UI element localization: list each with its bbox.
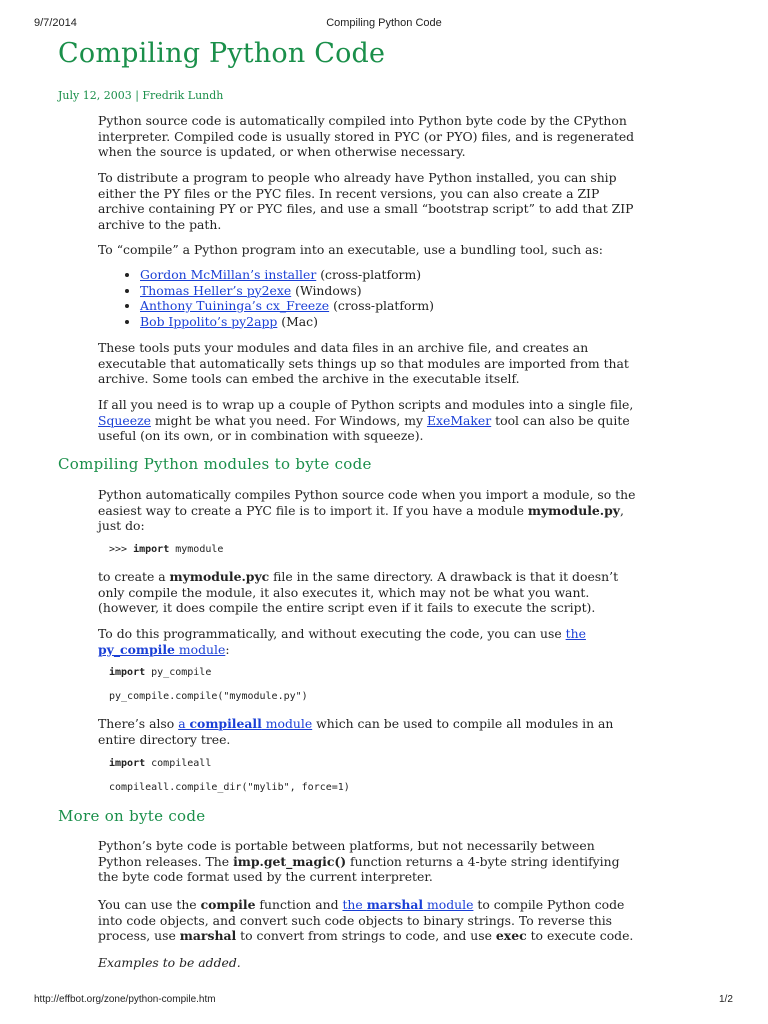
text: module — [423, 897, 474, 912]
section2-paragraph-3 — [98, 955, 638, 971]
keyword-name: exec — [495, 928, 527, 943]
text: to create a — [98, 569, 170, 584]
intro-paragraph-2: To distribute a program to people who already have Python installed, you can ship either the PY files or the PYC files. In recent versions, you can also create a ZIP archive containing PY or PYC files, and use a small “bootstrap script” to add that ZIP archive to the path. — [98, 170, 634, 232]
text: which can be used to compile all modules in an entire directory tree. — [98, 716, 614, 747]
code-prompt: >>> — [109, 544, 134, 555]
text: Python automatically compiles Python source code when you import a module, so the easiest way to create a PYC file is to import it. If you have a module — [98, 487, 636, 518]
list-item — [140, 267, 660, 283]
code-line-compile-dir: compileall.compile_dir("mylib", force=1) — [109, 782, 350, 793]
bundling-tools-list — [98, 267, 660, 329]
intro-paragraph-3: To “compile” a Python program into an executable, use a bundling tool, such as: — [98, 242, 603, 257]
text: To do this programmatically, and without executing the code, you can use — [98, 626, 566, 641]
section2-paragraph-2 — [98, 897, 638, 944]
section2-paragraph-1 — [98, 838, 638, 885]
list-item — [140, 283, 660, 299]
text: function returns a 4-byte string identifying the byte code format used by the current interpreter. — [98, 853, 620, 884]
function-name: imp.get_magic() — [233, 853, 347, 869]
text: the — [342, 897, 367, 912]
code-text: compileall — [145, 758, 212, 769]
tool-link-py2app[interactable]: Bob Ippolito’s py2app — [140, 313, 278, 329]
print-page-number: 1/2 — [719, 994, 733, 1005]
exemaker-link[interactable]: ExeMaker — [426, 412, 492, 428]
intro-paragraph-4: These tools puts your modules and data files in an archive file, and creates an executable that automatically sets things up so that modules are imported from that archive. Some tools can embed the archive in the executable itself. — [98, 340, 629, 386]
code-text: mymodule — [169, 544, 224, 555]
text: to convert from strings to code, and use — [236, 928, 496, 943]
section1-paragraph-2 — [98, 569, 638, 616]
text: a — [178, 716, 190, 731]
module-name: mymodule.pyc — [169, 569, 270, 584]
text: module — [261, 716, 313, 731]
tool-note: (Mac) — [277, 313, 318, 329]
code-block-import — [109, 544, 223, 555]
code-text: py_compile — [145, 667, 212, 678]
text: to execute code. — [526, 928, 634, 943]
text: , just do: — [98, 502, 624, 533]
print-title: Compiling Python Code — [326, 17, 442, 29]
link-bold: compileall — [189, 716, 262, 731]
section-heading-more-on-byte-code: More on byte code — [58, 807, 206, 825]
tool-link-installer[interactable]: Gordon McMillan’s installer — [140, 267, 317, 282]
compileall-link[interactable] — [178, 716, 312, 731]
section1-paragraph-4 — [98, 716, 638, 747]
section1-paragraph-3 — [98, 626, 638, 657]
print-url: http://effbot.org/zone/python-compile.htm — [34, 994, 216, 1005]
squeeze-link[interactable]: Squeeze — [98, 412, 151, 428]
section1-paragraph-1 — [98, 487, 638, 534]
link-bold: py_compile — [98, 641, 175, 657]
text: file in the same directory. A drawback is that it doesn’t only compile the module, it also executes it, which may not be what you want. (however, it does compile the entire script even if it fails to execute the script). — [98, 569, 619, 615]
code-keyword: import — [109, 667, 146, 678]
tool-note: (cross-platform) — [329, 298, 434, 313]
text: to compile Python code into code objects, and convert such code objects to binary strings. To reverse this process, use — [98, 897, 625, 943]
text: : — [225, 641, 230, 657]
list-item — [140, 298, 660, 314]
print-date: 9/7/2014 — [34, 17, 77, 29]
text: You can use the — [98, 897, 201, 912]
code-keyword: import — [109, 758, 146, 769]
code-block-compileall — [109, 758, 211, 769]
page-title: Compiling Python Code — [58, 38, 386, 69]
module-name: mymodule.py — [527, 502, 620, 518]
code-block-py-compile — [109, 667, 211, 678]
tool-note: (Windows) — [291, 282, 362, 298]
code-line-py-compile-call: py_compile.compile("mymodule.py") — [109, 691, 308, 702]
module-name: marshal — [179, 928, 237, 943]
text: the — [565, 626, 586, 641]
text: If all you need is to wrap up a couple of Python scripts and modules into a single file, — [98, 397, 634, 412]
function-name: compile — [200, 897, 256, 912]
tool-link-py2exe[interactable]: Thomas Heller’s py2exe — [140, 282, 292, 298]
examples-note: Examples to be added. — [98, 955, 241, 970]
text: module — [174, 641, 226, 657]
code-keyword: import — [133, 544, 170, 555]
text: There’s also — [98, 716, 179, 731]
byline: July 12, 2003 | Fredrik Lundh — [58, 89, 224, 102]
list-item — [140, 314, 660, 330]
text: tool can also be quite useful (on its own, or in combination with squeeze). — [98, 412, 630, 443]
marshal-link[interactable] — [342, 897, 473, 912]
intro-paragraph-1: Python source code is automatically compiled into Python byte code by the CPython interpreter. Compiled code is usually stored in PYC (or PYO) files, and is regenerated when the source is updated, or when otherwise necessary. — [98, 113, 635, 159]
tool-link-cx-freeze[interactable]: Anthony Tuininga’s cx_Freeze — [140, 298, 330, 313]
link-bold: marshal — [366, 897, 424, 912]
text: function and — [255, 897, 343, 912]
section-heading-compiling-modules: Compiling Python modules to byte code — [58, 455, 372, 473]
intro-paragraph-5 — [98, 397, 638, 444]
text: might be what you need. For Windows, my — [150, 412, 427, 428]
text: Python’s byte code is portable between platforms, but not necessarily between Python releases. The — [98, 838, 595, 869]
tool-note: (cross-platform) — [316, 267, 422, 282]
